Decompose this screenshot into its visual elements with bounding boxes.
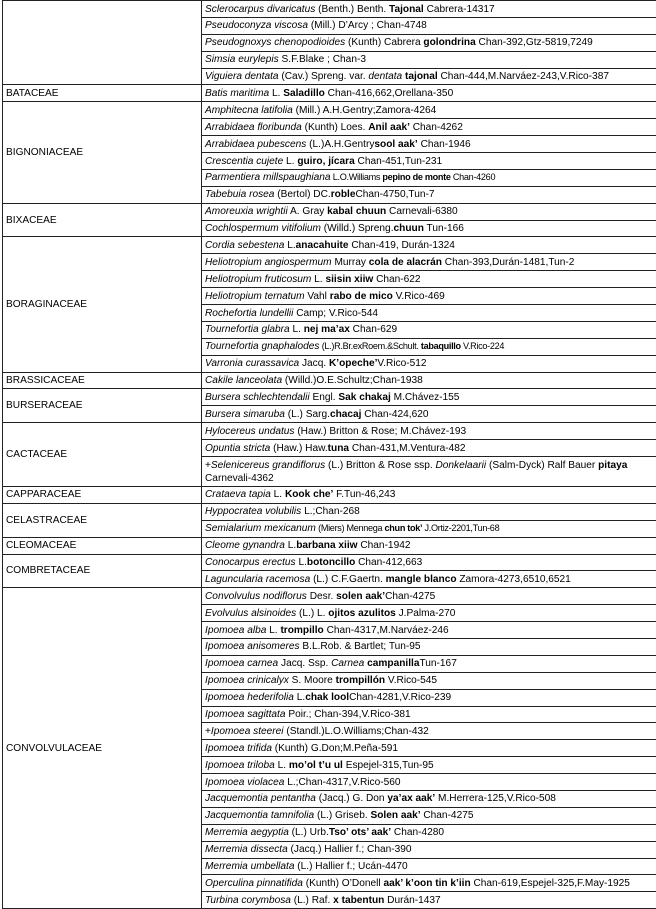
scientific-name: Heliotropium fruticosum <box>205 274 311 285</box>
scientific-name: Viguiera dentata <box>205 71 279 82</box>
species-cell <box>202 571 656 588</box>
family-cell: CACTACEAE <box>3 423 202 487</box>
table-row <box>3 237 656 254</box>
text-segment: (L.) Britton & Rose ssp. <box>325 460 435 471</box>
text-segment: A. Gray <box>288 206 327 217</box>
text-segment: (Jacq.) Hallier f.; Chan-390 <box>288 844 412 855</box>
scientific-name: Operculina pinnatifida <box>205 878 303 889</box>
text-segment: (Bertol) DC. <box>274 189 330 200</box>
text-segment: Chan-629 <box>350 324 397 335</box>
text-segment: (Kunth) G.Don;M.Peña-591 <box>272 743 398 754</box>
species-cell <box>202 740 656 757</box>
scientific-name: Ipomoea alba <box>205 625 266 636</box>
common-name: mo’ol t’u ul <box>289 760 343 771</box>
text-segment: Cabrera-14317 <box>424 4 495 15</box>
text-segment: Carnevali-6380 <box>386 206 457 217</box>
species-cell <box>202 520 656 537</box>
species-cell <box>202 355 656 372</box>
species-table-body <box>3 1 656 909</box>
scientific-name: Pseudognoxys chenopodioides <box>205 37 345 48</box>
species-cell <box>202 102 656 119</box>
table-row <box>3 372 656 389</box>
common-name: x tabentun <box>333 895 384 906</box>
text-segment: Engl. <box>310 392 339 403</box>
text-segment: Tun-167 <box>419 658 456 669</box>
scientific-name: Laguncularia racemosa <box>205 574 310 585</box>
scientific-name: Tournefortia gnaphalodes <box>205 341 319 352</box>
common-name: roble <box>331 189 356 200</box>
text-segment: L.;Chan-4317,V.Rico-560 <box>284 777 400 788</box>
scientific-name: Ipomoea carnea <box>205 658 278 669</box>
scientific-name: Sclerocarpus divaricatus <box>205 4 315 15</box>
species-cell <box>202 423 656 440</box>
text-segment: Poir.; Chan-394,V.Rico-381 <box>286 709 411 720</box>
scientific-name: Turbina corymbosa <box>205 895 291 906</box>
species-cell <box>202 186 656 203</box>
species-cell <box>202 858 656 875</box>
text-segment: Carnevali-4362 <box>205 473 274 484</box>
family-cell: CLEOMACEAE <box>3 537 202 554</box>
scientific-name: Heliotropium ternatum <box>205 291 305 302</box>
scientific-name: Opuntia stricta <box>205 443 270 454</box>
scientific-name: Simsia eurylepis <box>205 54 279 65</box>
text-segment: F.Tun-46,243 <box>333 489 395 500</box>
text-segment: (Mill.) A.H.Gentry;Zamora-4264 <box>293 105 436 116</box>
species-cell <box>202 723 656 740</box>
text-segment: (Haw.) Haw. <box>270 443 327 454</box>
family-cell <box>3 1 202 85</box>
scientific-name: Convolvulus nodiflorus <box>205 591 307 602</box>
table-row <box>3 102 656 119</box>
species-cell <box>202 169 656 186</box>
common-name: cola de alacrán <box>369 257 442 268</box>
species-cell <box>202 875 656 892</box>
species-cell <box>202 554 656 571</box>
text-segment: Tun-166 <box>424 223 464 234</box>
species-cell <box>202 892 656 909</box>
table-row <box>3 503 656 520</box>
text-segment: Espejel-315,Tun-95 <box>343 760 434 771</box>
table-row <box>3 1 656 18</box>
text-segment: (L.) Hallier f.; Ucán-4470 <box>294 861 407 872</box>
family-cell: CELASTRACEAE <box>3 503 202 537</box>
common-name: chacaj <box>330 409 362 420</box>
text-segment: Camp; V.Rico-544 <box>293 308 378 319</box>
scientific-name: Crataeva tapia <box>205 489 271 500</box>
common-name: siisin xiiw <box>325 274 373 285</box>
scientific-name: Donkelaarii <box>435 460 486 471</box>
scientific-name: Pseudoconyza viscosa <box>205 20 308 31</box>
common-name: golondrina <box>423 37 475 48</box>
species-cell <box>202 605 656 622</box>
species-cell <box>202 68 656 85</box>
text-segment: Jacq. <box>299 358 329 369</box>
scientific-name: Cordia sebestena <box>205 240 284 251</box>
species-cell <box>202 457 656 487</box>
text-segment: Chan-4317,M.Narváez-246 <box>324 625 449 636</box>
text-segment: V.Rico-512 <box>377 358 426 369</box>
text-segment: (Benth.) Benth. <box>315 4 389 15</box>
common-name: guiro, jícara <box>297 156 354 167</box>
scientific-name: Rochefortia lundellii <box>205 308 293 319</box>
text-segment: Jacq. Ssp. <box>278 658 331 669</box>
scientific-name: Tabebuia rosea <box>205 189 274 200</box>
scientific-name: dentata <box>368 71 402 82</box>
common-name: Solen aak’ <box>370 810 420 821</box>
text-segment: Chan-1946 <box>418 139 471 150</box>
species-cell <box>202 34 656 51</box>
common-name: chak lool <box>305 692 349 703</box>
text-segment: (L.) Raf. <box>291 895 333 906</box>
text-segment: S.F.Blake ; Chan-3 <box>279 54 366 65</box>
text-segment: (Kunth) Cabrera <box>345 37 423 48</box>
text-segment: L. <box>294 692 305 703</box>
species-cell <box>202 537 656 554</box>
common-name: pitaya <box>598 460 627 471</box>
text-segment: V.Rico-224 <box>461 341 504 351</box>
species-cell <box>202 321 656 338</box>
text-segment: Vahl <box>305 291 330 302</box>
text-segment: V.Rico-545 <box>385 675 437 686</box>
common-name: tuna <box>328 443 349 454</box>
species-table <box>2 0 656 909</box>
text-segment: M.Chávez-155 <box>391 392 460 403</box>
common-name: ojitos azulitos <box>328 608 396 619</box>
common-name: chuun <box>394 223 424 234</box>
family-cell: COMBRETACEAE <box>3 554 202 588</box>
species-cell <box>202 17 656 34</box>
text-segment: Chan-4280 <box>391 827 444 838</box>
species-cell <box>202 774 656 791</box>
text-segment: Zamora-4273,6510,6521 <box>457 574 571 585</box>
scientific-name: Ipomoea steerei <box>211 726 284 737</box>
scientific-name: Semialarium mexicanum <box>205 523 316 534</box>
table-row <box>3 423 656 440</box>
scientific-name: Conocarpus erectus <box>205 557 296 568</box>
scientific-name: Arrabidaea pubescens <box>205 139 306 150</box>
scientific-name: Bursera schlechtendalii <box>205 392 310 403</box>
species-cell <box>202 841 656 858</box>
common-name: campanilla <box>367 658 419 669</box>
text-segment: Chan-4281,V.Rico-239 <box>349 692 451 703</box>
text-segment: V.Rico-469 <box>393 291 445 302</box>
text-segment: Chan-431,M.Ventura-482 <box>349 443 466 454</box>
family-cell: BATACEAE <box>3 85 202 102</box>
text-segment: L. <box>275 760 289 771</box>
text-segment: (L.) Griseb. <box>314 810 370 821</box>
text-segment: Chan-622 <box>373 274 420 285</box>
text-segment: (Kunth) Loes. <box>302 122 368 133</box>
text-segment: B.L.Rob. & Bartlet; Tun-95 <box>300 641 421 652</box>
family-cell: BURSERACEAE <box>3 389 202 423</box>
text-segment: Chan-393,Durán-1481,Tun-2 <box>442 257 574 268</box>
text-segment: (Salm-Dyck) Ralf Bauer <box>486 460 598 471</box>
text-segment: (Standl.)L.O.Williams;Chan-432 <box>284 726 429 737</box>
species-cell <box>202 807 656 824</box>
text-segment: S. Moore <box>289 675 336 686</box>
text-segment: Chan-4750,Tun-7 <box>355 189 434 200</box>
text-segment: Chan-419, Durán-1324 <box>349 240 455 251</box>
common-name: K’opeche’ <box>329 358 377 369</box>
text-segment: (Jacq.) G. Don <box>316 793 387 804</box>
text-segment: Chan-4260 <box>451 172 496 182</box>
species-cell <box>202 136 656 153</box>
text-segment: L. <box>266 625 280 636</box>
scientific-name: Cakile lanceolata <box>205 375 282 386</box>
species-cell <box>202 406 656 423</box>
text-segment: Chan-1942 <box>358 540 411 551</box>
text-segment: J.Ortiz-2201,Tun-68 <box>422 523 499 533</box>
species-cell <box>202 672 656 689</box>
common-name: tabaquillo <box>421 341 461 351</box>
text-segment: L. <box>311 274 325 285</box>
text-segment: (L.) Sarg. <box>285 409 330 420</box>
scientific-name: Ipomoea sagittata <box>205 709 286 720</box>
family-cell: BIGNONIACEAE <box>3 102 202 203</box>
text-segment: (L.) L. <box>296 608 328 619</box>
common-name: kabal chuun <box>327 206 386 217</box>
scientific-name: Jacquemontia tamnifolia <box>205 810 314 821</box>
text-segment: M.Herrera-125,V.Rico-508 <box>435 793 556 804</box>
text-segment: L. <box>290 324 304 335</box>
table-row <box>3 554 656 571</box>
text-segment: (Willd.) Spreng. <box>321 223 394 234</box>
table-row <box>3 588 656 605</box>
scientific-name: Ipomoea hederifolia <box>205 692 294 703</box>
text-segment: J.Palma-270 <box>396 608 456 619</box>
scientific-name: Parmentiera millspaughiana <box>205 172 331 183</box>
species-cell <box>202 503 656 520</box>
scientific-name: Evolvulus alsinoides <box>205 608 296 619</box>
species-cell <box>202 254 656 271</box>
scientific-name: Batis maritima <box>205 88 269 99</box>
common-name: nej ma’ax <box>304 324 350 335</box>
text-segment: L. <box>269 88 283 99</box>
common-name: aak’ k’oon tin k’iin <box>383 878 470 889</box>
species-cell <box>202 790 656 807</box>
common-name: chun tok’ <box>385 523 423 533</box>
common-name: Tso’ ots’ aak’ <box>329 827 391 838</box>
text-segment: Chan-4275 <box>421 810 474 821</box>
text-segment: (L.)A.H.Gentry <box>306 139 374 150</box>
common-name: Saladillo <box>283 88 325 99</box>
table-row <box>3 389 656 406</box>
scientific-name: Hyppocratea volubilis <box>205 506 301 517</box>
family-cell: BRASSICACEAE <box>3 372 202 389</box>
scientific-name: Ipomoea trifida <box>205 743 272 754</box>
text-segment: Chan-4275 <box>385 591 435 602</box>
table-row <box>3 486 656 503</box>
table-row <box>3 85 656 102</box>
common-name: mangle blanco <box>386 574 457 585</box>
text-segment: + <box>205 460 211 471</box>
text-segment: Desr. <box>307 591 336 602</box>
text-segment: (L.) C.F.Gaertn. <box>310 574 385 585</box>
text-segment: L.;Chan-268 <box>301 506 360 517</box>
text-segment: Chan-4262 <box>410 122 463 133</box>
common-name: tajonal <box>405 71 438 82</box>
table-row <box>3 537 656 554</box>
common-name: Sak chakaj <box>338 392 390 403</box>
scientific-name: Amoreuxia wrightii <box>205 206 288 217</box>
text-segment: Chan-444,M.Narváez-243,V.Rico-387 <box>438 71 609 82</box>
common-name: ya’ax aak’ <box>387 793 435 804</box>
species-cell <box>202 706 656 723</box>
species-cell <box>202 389 656 406</box>
text-segment: Chan-424,620 <box>361 409 428 420</box>
species-cell <box>202 689 656 706</box>
text-segment: (Mill.) D’Arcy ; Chan-4748 <box>308 20 427 31</box>
scientific-name: Arrabidaea floribunda <box>205 122 302 133</box>
text-segment: L. <box>283 156 297 167</box>
scientific-name: Hylocereus undatus <box>205 426 295 437</box>
scientific-name: Cochlospermum vitifolium <box>205 223 321 234</box>
species-cell <box>202 203 656 220</box>
common-name: Anil aak’ <box>368 122 410 133</box>
family-cell: CAPPARACEAE <box>3 486 202 503</box>
species-cell <box>202 1 656 18</box>
scientific-name: Heliotropium angiospermum <box>205 257 332 268</box>
species-cell <box>202 153 656 170</box>
common-name: rabo de mico <box>330 291 393 302</box>
text-segment: (Haw.) Britton & Rose; M.Chávez-193 <box>295 426 467 437</box>
species-cell <box>202 588 656 605</box>
species-cell <box>202 824 656 841</box>
text-segment: Chan-412,663 <box>355 557 422 568</box>
text-segment: Chan-451,Tun-231 <box>355 156 442 167</box>
common-name: Tajonal <box>389 4 424 15</box>
species-cell <box>202 440 656 457</box>
text-segment: (Willd.)O.E.Schultz;Chan-1938 <box>282 375 423 386</box>
common-name: pepino de monte <box>382 172 450 182</box>
species-cell <box>202 622 656 639</box>
common-name: solen aak’ <box>336 591 385 602</box>
text-segment: Chan-392,Gtz-5819,7249 <box>476 37 593 48</box>
family-cell: BIXACEAE <box>3 203 202 237</box>
scientific-name: Tournefortia glabra <box>205 324 290 335</box>
species-cell <box>202 288 656 305</box>
scientific-name: Ipomoea violacea <box>205 777 284 788</box>
species-cell <box>202 119 656 136</box>
common-name: Kook che’ <box>285 489 333 500</box>
species-cell <box>202 486 656 503</box>
text-segment: Murray <box>332 257 369 268</box>
scientific-name: Varronia curassavica <box>205 358 299 369</box>
species-cell <box>202 85 656 102</box>
text-segment: L. <box>271 489 285 500</box>
species-cell <box>202 338 656 355</box>
scientific-name: Selenicereus grandiflorus <box>211 460 325 471</box>
species-cell <box>202 638 656 655</box>
common-name: trompillo <box>280 625 323 636</box>
species-cell <box>202 237 656 254</box>
text-segment: (Kunth) O’Donell <box>303 878 383 889</box>
text-segment: Chan-416,662,Orellana-350 <box>325 88 453 99</box>
text-segment: L. <box>285 540 296 551</box>
scientific-name: Ipomoea anisomeres <box>205 641 300 652</box>
family-cell: CONVOLVULACEAE <box>3 588 202 909</box>
scientific-name: Ipomoea triloba <box>205 760 275 771</box>
text-segment: (Cav.) Spreng. var. <box>279 71 369 82</box>
species-cell <box>202 372 656 389</box>
text-segment: L.O.Williams <box>331 172 383 182</box>
common-name: sool aak’ <box>374 139 417 150</box>
scientific-name: Cleome gynandra <box>205 540 285 551</box>
scientific-name: Crescentia cujete <box>205 156 283 167</box>
common-name: botoncillo <box>307 557 355 568</box>
species-cell <box>202 51 656 68</box>
scientific-name: Ipomoea crinicalyx <box>205 675 289 686</box>
common-name: trompillón <box>336 675 386 686</box>
text-segment: L. <box>296 557 307 568</box>
species-cell <box>202 271 656 288</box>
scientific-name: Merremia aegyptia <box>205 827 289 838</box>
family-cell: BORAGINACEAE <box>3 237 202 372</box>
species-cell <box>202 220 656 237</box>
common-name: anacahuite <box>296 240 349 251</box>
scientific-name: Carnea <box>331 658 364 669</box>
scientific-name: Merremia dissecta <box>205 844 288 855</box>
species-cell <box>202 757 656 774</box>
table-row <box>3 203 656 220</box>
common-name: barbana xiiw <box>296 540 357 551</box>
species-cell <box>202 655 656 672</box>
text-segment: Chan-619,Espejel-325,F.May-1925 <box>471 878 630 889</box>
scientific-name: Bursera simaruba <box>205 409 285 420</box>
scientific-name: Amphitecna latifolia <box>205 105 293 116</box>
text-segment: (L.)R.Br.exRoem.&Schult. <box>319 341 420 351</box>
text-segment: + <box>205 726 211 737</box>
scientific-name: Jacquemontia pentantha <box>205 793 316 804</box>
text-segment: L. <box>284 240 295 251</box>
text-segment: (Miers) Mennega <box>316 523 385 533</box>
species-cell <box>202 305 656 322</box>
text-segment: Durán-1437 <box>384 895 440 906</box>
scientific-name: Merremia umbellata <box>205 861 294 872</box>
text-segment: (L.) Urb. <box>289 827 329 838</box>
